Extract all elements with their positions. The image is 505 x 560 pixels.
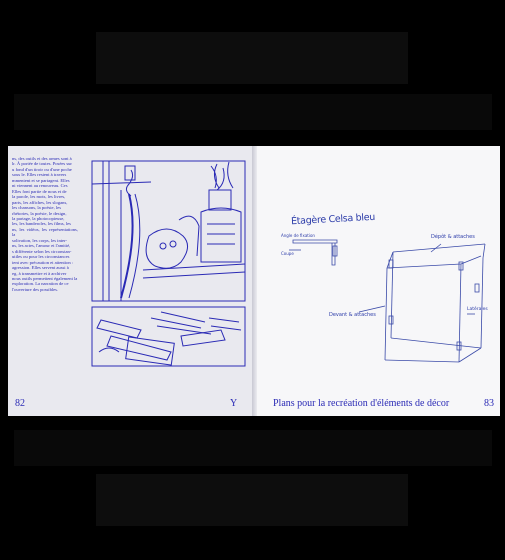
body-text-line: mmentent et se partagent. Elles [12,177,70,183]
plans-caption: Plans pour la recréation d'éléments de décor [273,398,450,409]
body-text-line: les chansons, la poésie, les [12,205,61,211]
line-illustration [91,160,246,368]
body-text-line: solivation, les corps, les inter- [12,237,68,243]
annot-cut: Coupe [281,251,294,256]
body-text-line: ns, des outils et des armes sont à [12,156,72,161]
body-text-line: nous outils permettent également la [12,275,78,281]
body-text-line: parts, les affiches, les slogans, [12,199,68,205]
body-text-line: eg, à transmettre et à archiver [12,270,67,276]
body-text-line: la partage, la photocopieuse, [12,215,65,221]
body-text-line: l'ouverture des possibles. [12,286,59,292]
body-text-line: ni viennent au renouveau. Ces [12,183,68,189]
bleed-bottom-band [14,430,492,466]
annot-depot: Dépôt & attaches [431,234,475,240]
page-number-left: 82 [15,398,25,409]
body-text-line: u fond d'un tiroir ou d'une poche [12,166,72,172]
handwritten-title: Étagère Celsa bleu [290,211,376,228]
bleed-headline-bottom [96,474,408,526]
body-text-line: ient avec précaution et attention : [12,259,74,265]
right-page [257,146,500,416]
annot-front: Devant & attaches [329,312,376,318]
body-text-line: utiles ou pour les circonstances [12,254,70,260]
page-number-right: 83 [484,398,494,409]
body-text-line: la parole, les mots, les livres, [12,194,66,200]
body-text-line: agression. Elles servent aussi à [12,265,69,271]
shelf-sketch [279,210,488,355]
body-text-line: Elles font partie de nous et de [12,188,67,194]
body-text-line: exploration. La narration de ce [12,281,69,287]
body-text-line: les, les banderoles, les films, les [12,221,71,227]
body-text-line: ns, les actes, l'amour et l'amitié, [12,243,71,249]
body-text-line: s différente selon les circonstan- [12,248,72,254]
body-text-line: ns, les vidéos, les représentations, la [12,226,78,238]
body-text-line: lr. À portée de toutes. Posées sur [12,161,72,167]
annot-side: Latérales [467,307,488,312]
body-text-line: sous le. Elles restent à travers [12,172,67,178]
bleed-headline-band [14,94,492,130]
running-head: Y [230,398,238,409]
book-spread [8,146,500,416]
body-text-line: rhétories, la poésie, le design, [12,210,67,216]
body-text-column [12,156,78,292]
annot-angle: Angle de fixation [281,233,315,238]
left-page [8,146,254,416]
bleed-headline-top [96,32,408,84]
